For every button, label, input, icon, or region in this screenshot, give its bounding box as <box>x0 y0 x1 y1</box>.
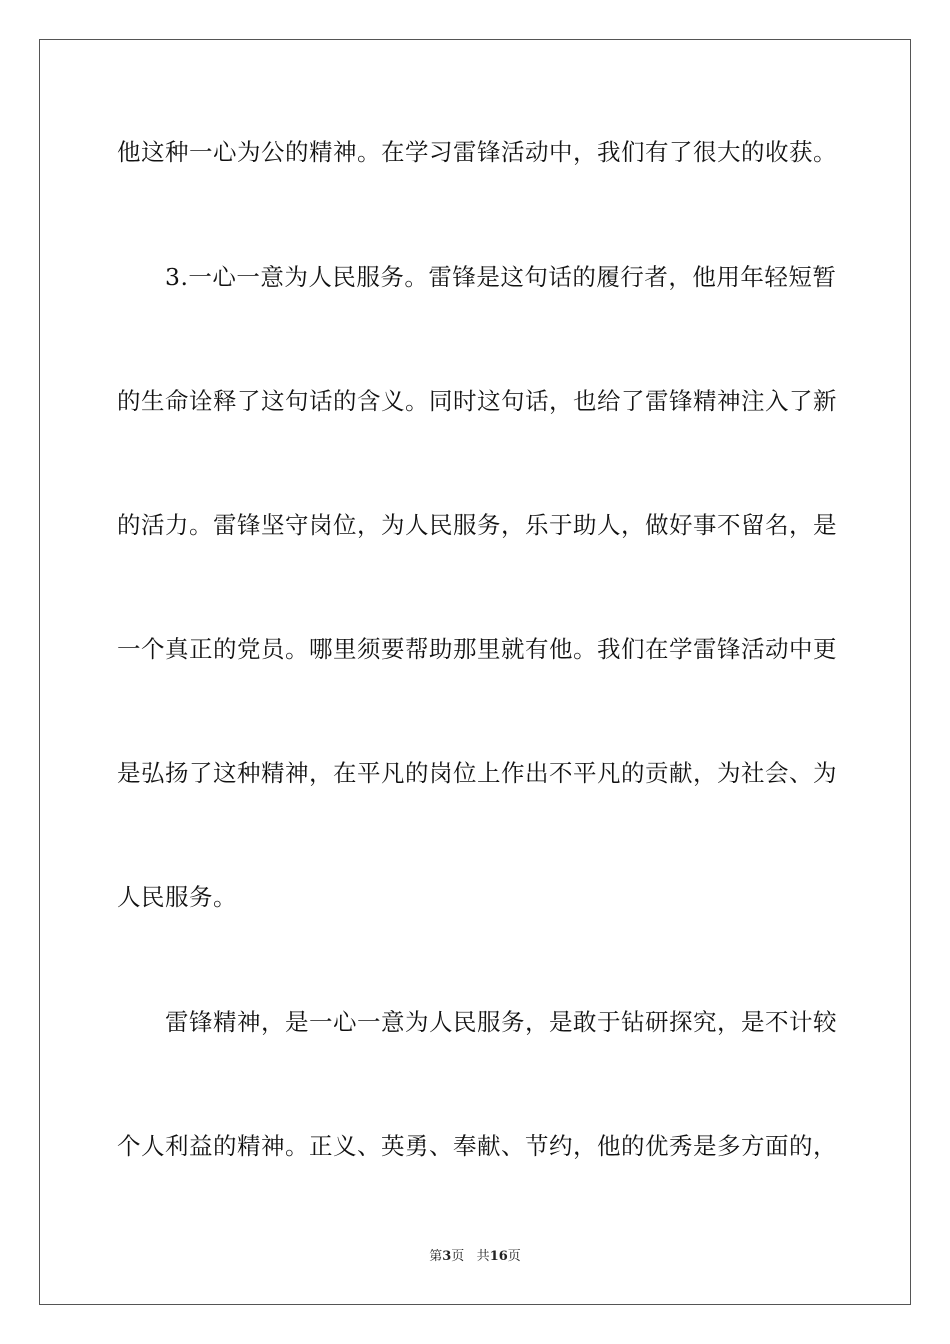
paragraph-2-line-3: 的活力。雷锋坚守岗位，为人民服务，乐于助人，做好事不留名，是 <box>117 511 837 539</box>
footer-total-prefix: 共 <box>476 1249 490 1264</box>
page-border <box>39 39 911 1305</box>
body-line-1: 他这种一心为公的精神。在学习雷锋活动中，我们有了很大的收获。 <box>117 138 837 166</box>
paragraph-3-line-2: 个人利益的精神。正义、英勇、奉献、节约，他的优秀是多方面的， <box>117 1132 837 1160</box>
paragraph-2-line-5: 是弘扬了这种精神，在平凡的岗位上作出不平凡的贡献，为社会、为 <box>117 759 837 787</box>
paragraph-2-line-1: 3.一心一意为人民服务。雷锋是这句话的履行者，他用年轻短暂 <box>165 263 837 291</box>
paragraph-3-line-1: 雷锋精神，是一心一意为人民服务，是敢于钻研探究，是不计较 <box>165 1008 837 1036</box>
footer-page-suffix: 页 <box>451 1249 465 1264</box>
page-footer <box>0 1249 950 1265</box>
footer-total-pages: 16 <box>489 1249 508 1264</box>
footer-page-number: 3 <box>442 1249 452 1264</box>
paragraph-2-line-4: 一个真正的党员。哪里须要帮助那里就有他。我们在学雷锋活动中更 <box>117 635 837 663</box>
footer-page-prefix: 第 <box>429 1249 443 1264</box>
paragraph-2-line-6: 人民服务。 <box>117 883 237 911</box>
paragraph-2-line-2: 的生命诠释了这句话的含义。同时这句话，也给了雷锋精神注入了新 <box>117 387 837 415</box>
footer-total-suffix: 页 <box>507 1249 521 1264</box>
